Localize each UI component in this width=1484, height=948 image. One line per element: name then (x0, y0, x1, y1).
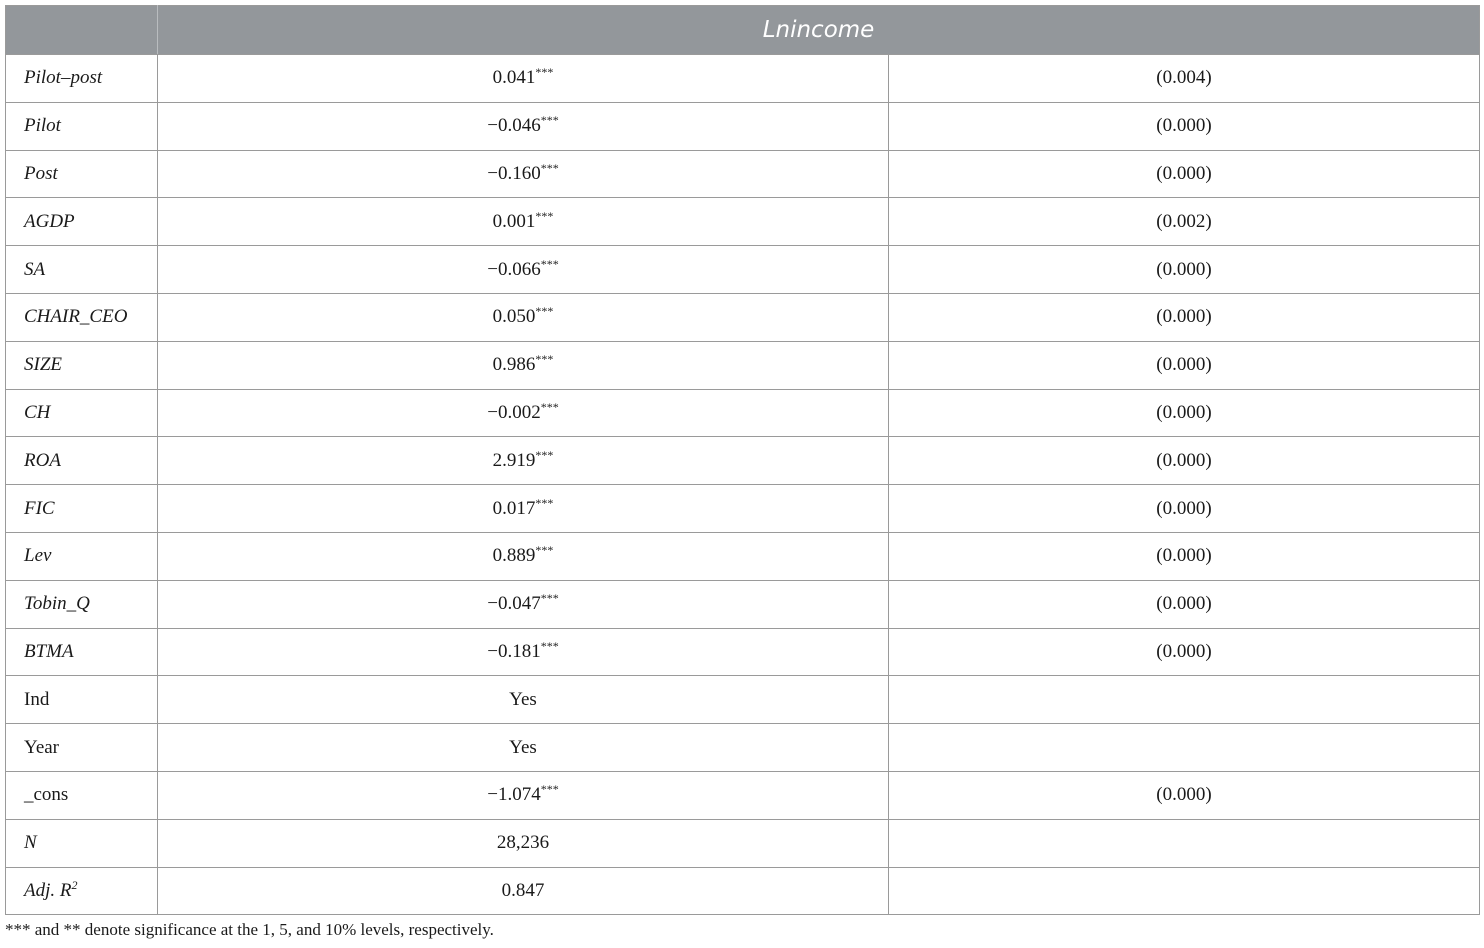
variable-name-cell (6, 676, 158, 724)
coefficient-cell (158, 150, 889, 198)
coefficient-value: −0.002 (487, 401, 541, 423)
coefficient-value: 0.017 (492, 497, 536, 519)
standard-error-cell: (0.000) (889, 485, 1480, 533)
coefficient-cell (158, 102, 889, 150)
coefficient-cell (158, 819, 889, 867)
table-header-row (6, 6, 1480, 55)
table-row (6, 580, 1480, 628)
coefficient-cell (158, 246, 889, 294)
table-row (6, 293, 1480, 341)
significance-stars: *** (535, 447, 554, 462)
standard-error-cell (889, 867, 1480, 915)
variable-name-cell (6, 150, 158, 198)
significance-stars: *** (540, 113, 559, 128)
coefficient-value: −0.181 (487, 640, 541, 662)
variable-name-cell (6, 532, 158, 580)
significance-stars: *** (535, 352, 554, 367)
standard-error-cell: (0.000) (889, 389, 1480, 437)
header-blank-cell (6, 6, 158, 55)
variable-name-cell (6, 867, 158, 915)
variable-name: Tobin_Q (24, 593, 90, 615)
variable-name: Adj. R (24, 879, 72, 901)
variable-name: BTMA (24, 640, 74, 662)
table-body (6, 55, 1480, 915)
variable-name: Post (24, 162, 58, 184)
table-footnote: *** and ** denote significance at the 1, 5, and 10% levels, respectively. (5, 920, 494, 939)
coefficient-cell (158, 437, 889, 485)
coefficient-value: −0.047 (487, 593, 541, 615)
coefficient-cell (158, 628, 889, 676)
variable-name-cell (6, 246, 158, 294)
variable-name-cell (6, 628, 158, 676)
variable-name: SIZE (24, 354, 62, 376)
coefficient-cell (158, 580, 889, 628)
coefficient-value: 2.919 (492, 449, 536, 471)
standard-error-cell: (0.000) (889, 580, 1480, 628)
coefficient-cell (158, 55, 889, 103)
standard-error-cell (889, 819, 1480, 867)
coefficient-value: 0.001 (492, 210, 536, 232)
coefficient-value: −0.066 (487, 258, 541, 280)
coefficient-value: 28,236 (496, 832, 550, 854)
variable-name: AGDP (24, 210, 75, 232)
coefficient-value: 0.050 (492, 306, 536, 328)
standard-error-cell: (0.000) (889, 246, 1480, 294)
table-row (6, 819, 1480, 867)
variable-name-cell (6, 724, 158, 772)
variable-name-cell (6, 198, 158, 246)
significance-stars: *** (535, 304, 554, 319)
standard-error-cell: (0.002) (889, 198, 1480, 246)
standard-error-cell: (0.000) (889, 102, 1480, 150)
variable-name: SA (24, 258, 46, 280)
coefficient-value: −0.160 (487, 162, 541, 184)
variable-name-cell (6, 389, 158, 437)
standard-error-cell: (0.000) (889, 341, 1480, 389)
variable-name-cell (6, 102, 158, 150)
table-row (6, 389, 1480, 437)
standard-error-cell: (0.000) (889, 150, 1480, 198)
table-row (6, 724, 1480, 772)
coefficient-value: 0.847 (501, 879, 545, 901)
variable-name: Lev (24, 545, 52, 567)
table-row (6, 198, 1480, 246)
significance-stars: *** (535, 65, 554, 80)
variable-name-cell (6, 437, 158, 485)
variable-name-cell (6, 485, 158, 533)
coefficient-value: 0.889 (492, 545, 536, 567)
variable-name-cell (6, 819, 158, 867)
standard-error-cell: (0.000) (889, 532, 1480, 580)
standard-error-cell (889, 676, 1480, 724)
variable-name-cell (6, 293, 158, 341)
table-row (6, 771, 1480, 819)
coefficient-cell (158, 771, 889, 819)
table-row (6, 867, 1480, 915)
table-row (6, 485, 1480, 533)
coefficient-value: −0.046 (487, 115, 541, 137)
significance-stars: *** (540, 399, 559, 414)
variable-name: Ind (24, 688, 50, 710)
coefficient-cell (158, 676, 889, 724)
variable-name: CH (24, 401, 51, 423)
variable-name: ROA (24, 449, 61, 471)
variable-name: Pilot (24, 115, 61, 137)
standard-error-cell: (0.000) (889, 293, 1480, 341)
coefficient-value: −1.074 (487, 784, 541, 806)
table-row (6, 628, 1480, 676)
table-row (6, 102, 1480, 150)
significance-stars: *** (540, 256, 559, 271)
coefficient-cell (158, 293, 889, 341)
coefficient-cell (158, 389, 889, 437)
significance-stars: *** (535, 208, 554, 223)
coefficient-cell (158, 867, 889, 915)
coefficient-value: 0.041 (492, 67, 536, 89)
variable-name: _cons (24, 784, 69, 806)
coefficient-value: Yes (509, 688, 537, 710)
coefficient-cell (158, 341, 889, 389)
significance-stars: *** (540, 591, 559, 606)
standard-error-cell: (0.000) (889, 628, 1480, 676)
variable-name-cell (6, 771, 158, 819)
variable-name: FIC (24, 497, 55, 519)
coefficient-cell (158, 724, 889, 772)
table-row (6, 437, 1480, 485)
superscript: 2 (71, 877, 78, 892)
standard-error-cell: (0.004) (889, 55, 1480, 103)
table-row (6, 246, 1480, 294)
table-row (6, 676, 1480, 724)
variable-name-cell (6, 580, 158, 628)
coefficient-cell (158, 532, 889, 580)
significance-stars: *** (540, 638, 559, 653)
coefficient-value: Yes (509, 736, 537, 758)
standard-error-cell (889, 724, 1480, 772)
coefficient-cell (158, 198, 889, 246)
table-row (6, 150, 1480, 198)
variable-name: CHAIR_CEO (24, 306, 128, 328)
dependent-variable-header: Lnincome (158, 6, 1480, 55)
table-row (6, 532, 1480, 580)
standard-error-cell: (0.000) (889, 771, 1480, 819)
variable-name-cell (6, 55, 158, 103)
significance-stars: *** (540, 782, 559, 797)
variable-name: Pilot–post (24, 67, 103, 89)
coefficient-value: 0.986 (492, 354, 536, 376)
table-row (6, 55, 1480, 103)
variable-name: Year (24, 736, 60, 758)
variable-name: N (24, 832, 37, 854)
regression-table (5, 5, 1480, 915)
variable-name-cell (6, 341, 158, 389)
coefficient-cell (158, 485, 889, 533)
standard-error-cell: (0.000) (889, 437, 1480, 485)
significance-stars: *** (535, 495, 554, 510)
significance-stars: *** (540, 160, 559, 175)
table-row (6, 341, 1480, 389)
significance-stars: *** (535, 543, 554, 558)
